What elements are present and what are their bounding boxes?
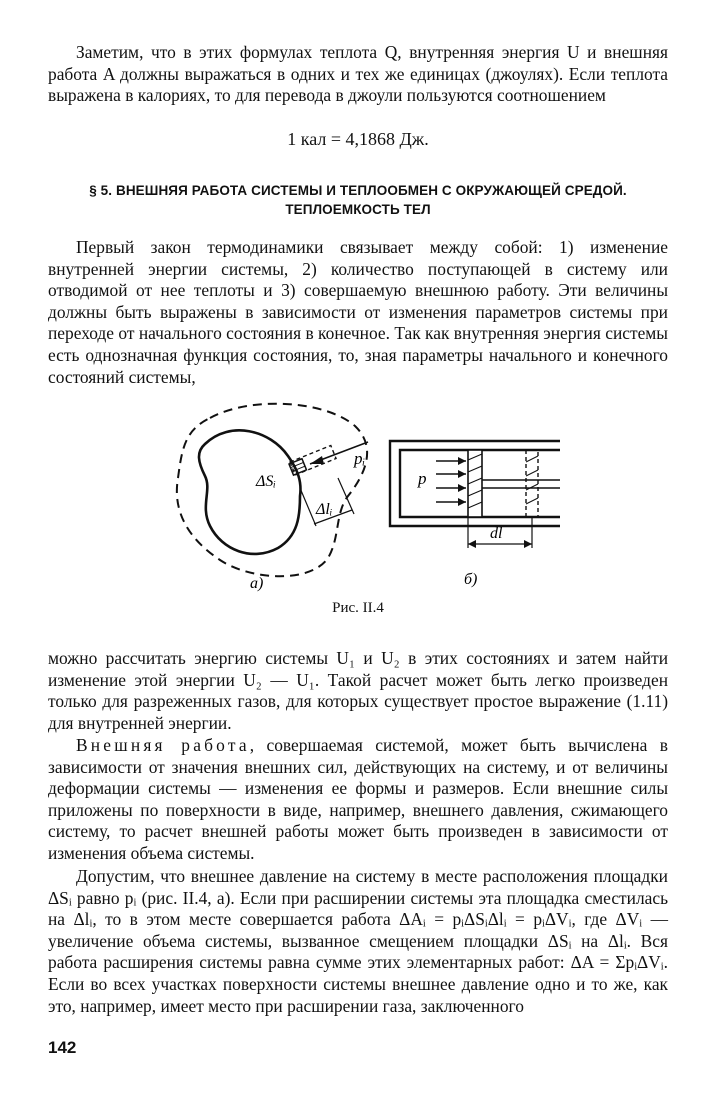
paragraph-work-rest: , совершаемая системой, может быть вычислена в зависимости от значения внешних сил, действующих на систему, и от величины деформации системы — изменения ее формы и размеров. Если внешние силы приложены по поверхности в виде, например, внешнего давления, сжимающего систему, то расчет внешней работы может быть произведен в зависимости от изменения объема системы.	[48, 735, 668, 863]
paragraph-first-law-text: Первый закон термодинамики связывает между собой: 1) изменение внутренней энергии системы, 2) количество поступающей в систему или отводимой от нее теплоты и 3) совершаемую внешнюю работу. Эти величины должны быть выражены в зависимости от изменения параметров системы при переходе от начального состояния в конечное. Так как внутренняя энергия системы есть однозначная функция состояния, то, зная параметры начального и конечного состояний системы,	[48, 237, 668, 387]
pressure-arrows-p	[436, 457, 466, 506]
page-number: 142	[48, 1038, 77, 1057]
paragraph-intro	[48, 42, 668, 107]
paragraph-first-law	[48, 237, 668, 388]
paragraph-work	[48, 735, 668, 865]
label-pi: pᵢ	[354, 449, 366, 468]
term-external-work: Внешняя работа	[76, 735, 250, 755]
equation-calorie: 1 кал = 4,1868 Дж.	[287, 129, 429, 149]
figure-caption: Рис. II.4	[332, 600, 384, 616]
paragraph-continue	[48, 648, 668, 734]
figure-ii-4	[150, 398, 580, 598]
piston-end	[526, 450, 538, 517]
paragraph-work-text	[48, 735, 668, 865]
dimension-line-dli	[300, 488, 316, 526]
label-p: p	[418, 469, 427, 488]
pressure-arrowhead-pi	[310, 456, 324, 464]
section-heading-line1: § 5. ВНЕШНЯЯ РАБОТА СИСТЕМЫ И ТЕПЛООБМЕН С ОКРУЖАЮЩЕЙ СРЕДОЙ.	[89, 183, 627, 198]
section-heading-line2: ТЕПЛОЕМКОСТЬ ТЕЛ	[285, 202, 431, 217]
paragraph-assume	[48, 866, 668, 1017]
label-dli: Δlᵢ	[316, 501, 333, 518]
label-dSi: ΔSᵢ	[256, 473, 276, 490]
section-heading	[48, 181, 668, 219]
label-figure-b: б)	[464, 571, 478, 588]
dimension-line-dli-2	[338, 478, 354, 514]
paragraph-intro-text: Заметим, что в этих формулах теплота Q, внутренняя энергия U и внешняя работа A должны выражаться в одних и тех же единицах (джоулях). Если теплота выражена в калориях, то для перевода в джоули пользуются соотношением	[48, 42, 668, 106]
paragraph-continue-text: можно рассчитать энергию системы U₁ и U₂ в этих состояниях и затем найти изменение этой энергии U₂ — U₁. Такой расчет может быть легко произведен только для разреженных газов, для которых существует простое выражение (1.11) для внутренней энергии.	[48, 648, 668, 733]
label-figure-a: а)	[250, 575, 264, 592]
paragraph-assume-text: Допустим, что внешнее давление на систему в месте расположения площадки ΔSᵢ равно pᵢ (рис. II.4, а). Если при расширении системы эта площадка сместилась на Δlᵢ, то в этом месте совершается работа ΔAᵢ = pᵢΔSᵢΔlᵢ = pᵢΔVᵢ, где ΔVᵢ — увеличение объема системы, вызванное смещением площадки ΔSᵢ на Δlᵢ. Вся работа расширения системы равна сумме этих элементарных работ: ΔA = ΣpᵢΔVᵢ. Если во всех участках поверхности системы внешнее давление одно и то же, как это, например, имеет место при расширении газа, заключенного	[48, 866, 668, 1016]
cylinder-diagram	[390, 441, 560, 588]
system-body	[199, 430, 301, 554]
label-dl: dl	[490, 525, 503, 542]
